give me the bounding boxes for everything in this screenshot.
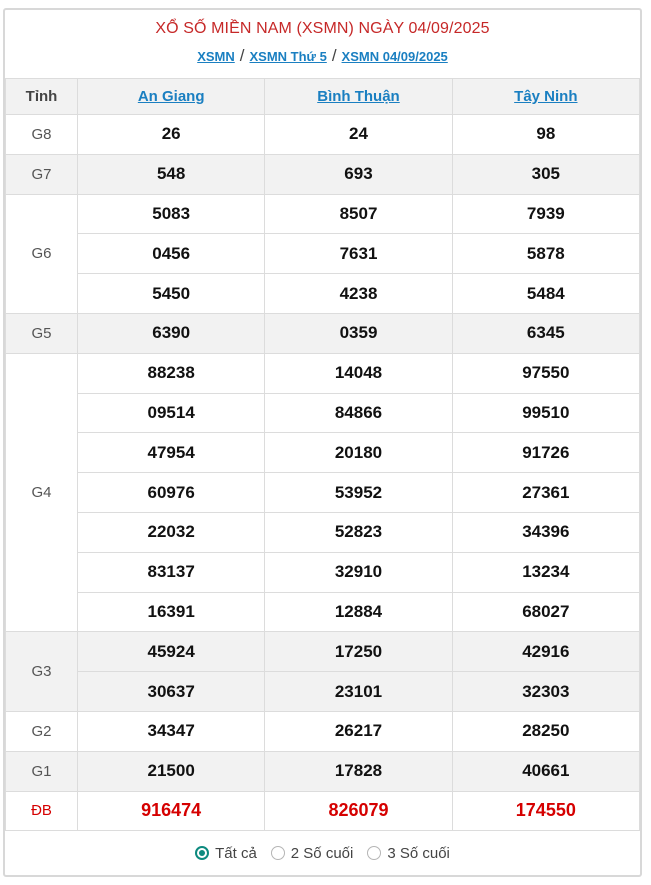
prize-label: G4 bbox=[6, 353, 78, 632]
prize-number: 88238 bbox=[78, 353, 265, 393]
prize-row-g8 bbox=[6, 115, 640, 155]
results-header bbox=[5, 10, 640, 78]
prize-row-g4 bbox=[6, 473, 640, 513]
prize-row-g3 bbox=[6, 632, 640, 672]
province-link-binh-thuan[interactable]: Bình Thuận bbox=[317, 88, 400, 105]
filter-option-label: Tất cả bbox=[215, 844, 257, 862]
radio-checked-icon[interactable] bbox=[195, 846, 209, 860]
prize-label: G2 bbox=[6, 711, 78, 751]
prize-row-db bbox=[6, 791, 640, 831]
filter-option-all[interactable] bbox=[195, 845, 257, 862]
prize-row-g5 bbox=[6, 313, 640, 353]
prize-number: 5484 bbox=[452, 274, 639, 314]
province-column-header: Tỉnh bbox=[6, 79, 78, 115]
radio-unchecked-icon[interactable] bbox=[271, 846, 285, 860]
prize-number: 09514 bbox=[78, 393, 265, 433]
prize-number: 27361 bbox=[452, 473, 639, 513]
prize-number: 47954 bbox=[78, 433, 265, 473]
prize-number: 5083 bbox=[78, 194, 265, 234]
prize-number: 826079 bbox=[265, 791, 452, 831]
prize-number: 14048 bbox=[265, 353, 452, 393]
province-link-tay-ninh[interactable]: Tây Ninh bbox=[514, 88, 578, 105]
prize-number: 34396 bbox=[452, 512, 639, 552]
prize-number: 98 bbox=[452, 115, 639, 155]
prize-row-g1 bbox=[6, 751, 640, 791]
province-header bbox=[265, 79, 452, 115]
breadcrumb-date-link[interactable]: XSMN 04/09/2025 bbox=[341, 49, 448, 64]
prize-number: 53952 bbox=[265, 473, 452, 513]
prize-number: 174550 bbox=[452, 791, 639, 831]
breadcrumb-xsmn-link[interactable]: XSMN bbox=[197, 49, 235, 64]
prize-number: 305 bbox=[452, 154, 639, 194]
prize-number: 84866 bbox=[265, 393, 452, 433]
prize-number: 99510 bbox=[452, 393, 639, 433]
prize-number: 693 bbox=[265, 154, 452, 194]
prize-number: 17828 bbox=[265, 751, 452, 791]
prize-label: G6 bbox=[6, 194, 78, 313]
digit-filter bbox=[5, 831, 640, 875]
prize-number: 24 bbox=[265, 115, 452, 155]
prize-label: G5 bbox=[6, 313, 78, 353]
prize-label: ĐB bbox=[6, 791, 78, 831]
prize-number: 60976 bbox=[78, 473, 265, 513]
prize-number: 28250 bbox=[452, 711, 639, 751]
prize-row-g6 bbox=[6, 234, 640, 274]
prize-row-g6 bbox=[6, 194, 640, 234]
results-card bbox=[3, 8, 642, 877]
breadcrumb-weekday-link[interactable]: XSMN Thứ 5 bbox=[249, 49, 327, 64]
prize-number: 22032 bbox=[78, 512, 265, 552]
prize-number: 12884 bbox=[265, 592, 452, 632]
prize-number: 32910 bbox=[265, 552, 452, 592]
prize-row-g4 bbox=[6, 393, 640, 433]
prize-row-g4 bbox=[6, 552, 640, 592]
prize-label: G1 bbox=[6, 751, 78, 791]
prize-number: 5878 bbox=[452, 234, 639, 274]
prize-number: 4238 bbox=[265, 274, 452, 314]
prize-number: 68027 bbox=[452, 592, 639, 632]
filter-option-label: 3 Số cuối bbox=[387, 844, 450, 862]
prize-number: 34347 bbox=[78, 711, 265, 751]
prize-number: 7631 bbox=[265, 234, 452, 274]
prize-row-g7 bbox=[6, 154, 640, 194]
prize-number: 26217 bbox=[265, 711, 452, 751]
results-body bbox=[6, 115, 640, 831]
filter-option-last-2[interactable] bbox=[271, 845, 354, 862]
prize-row-g3 bbox=[6, 672, 640, 712]
prize-number: 42916 bbox=[452, 632, 639, 672]
prize-number: 0456 bbox=[78, 234, 265, 274]
prize-number: 5450 bbox=[78, 274, 265, 314]
prize-number: 91726 bbox=[452, 433, 639, 473]
prize-number: 52823 bbox=[265, 512, 452, 552]
prize-number: 13234 bbox=[452, 552, 639, 592]
prize-number: 6345 bbox=[452, 313, 639, 353]
prize-number: 7939 bbox=[452, 194, 639, 234]
province-link-an-giang[interactable]: An Giang bbox=[137, 88, 205, 105]
prize-number: 6390 bbox=[78, 313, 265, 353]
prize-number: 8507 bbox=[265, 194, 452, 234]
prize-row-g4 bbox=[6, 592, 640, 632]
prize-number: 16391 bbox=[78, 592, 265, 632]
province-header bbox=[452, 79, 639, 115]
prize-label: G8 bbox=[6, 115, 78, 155]
prize-row-g4 bbox=[6, 512, 640, 552]
prize-number: 40661 bbox=[452, 751, 639, 791]
prize-row-g4 bbox=[6, 353, 640, 393]
breadcrumb-separator: / bbox=[239, 46, 245, 65]
prize-number: 916474 bbox=[78, 791, 265, 831]
prize-row-g6 bbox=[6, 274, 640, 314]
filter-option-label: 2 Số cuối bbox=[290, 844, 354, 862]
prize-number: 45924 bbox=[78, 632, 265, 672]
prize-row-g2 bbox=[6, 711, 640, 751]
prize-number: 17250 bbox=[265, 632, 452, 672]
prize-number: 32303 bbox=[452, 672, 639, 712]
page-title: XỔ SỐ MIỀN NAM (XSMN) NGÀY 04/09/2025 bbox=[155, 20, 490, 37]
prize-number: 23101 bbox=[265, 672, 452, 712]
prize-number: 21500 bbox=[78, 751, 265, 791]
prize-number: 20180 bbox=[265, 433, 452, 473]
prize-number: 548 bbox=[78, 154, 265, 194]
table-header-row bbox=[6, 79, 640, 115]
breadcrumb bbox=[5, 46, 640, 66]
radio-unchecked-icon[interactable] bbox=[367, 846, 381, 860]
province-header bbox=[78, 79, 265, 115]
prize-number: 0359 bbox=[265, 313, 452, 353]
breadcrumb-separator: / bbox=[331, 46, 337, 65]
prize-label: G7 bbox=[6, 154, 78, 194]
prize-label: G3 bbox=[6, 632, 78, 712]
prize-number: 97550 bbox=[452, 353, 639, 393]
prize-row-g4 bbox=[6, 433, 640, 473]
prize-number: 30637 bbox=[78, 672, 265, 712]
prize-number: 26 bbox=[78, 115, 265, 155]
prize-number: 83137 bbox=[78, 552, 265, 592]
results-table bbox=[5, 78, 640, 831]
filter-option-last-3[interactable] bbox=[367, 845, 450, 862]
